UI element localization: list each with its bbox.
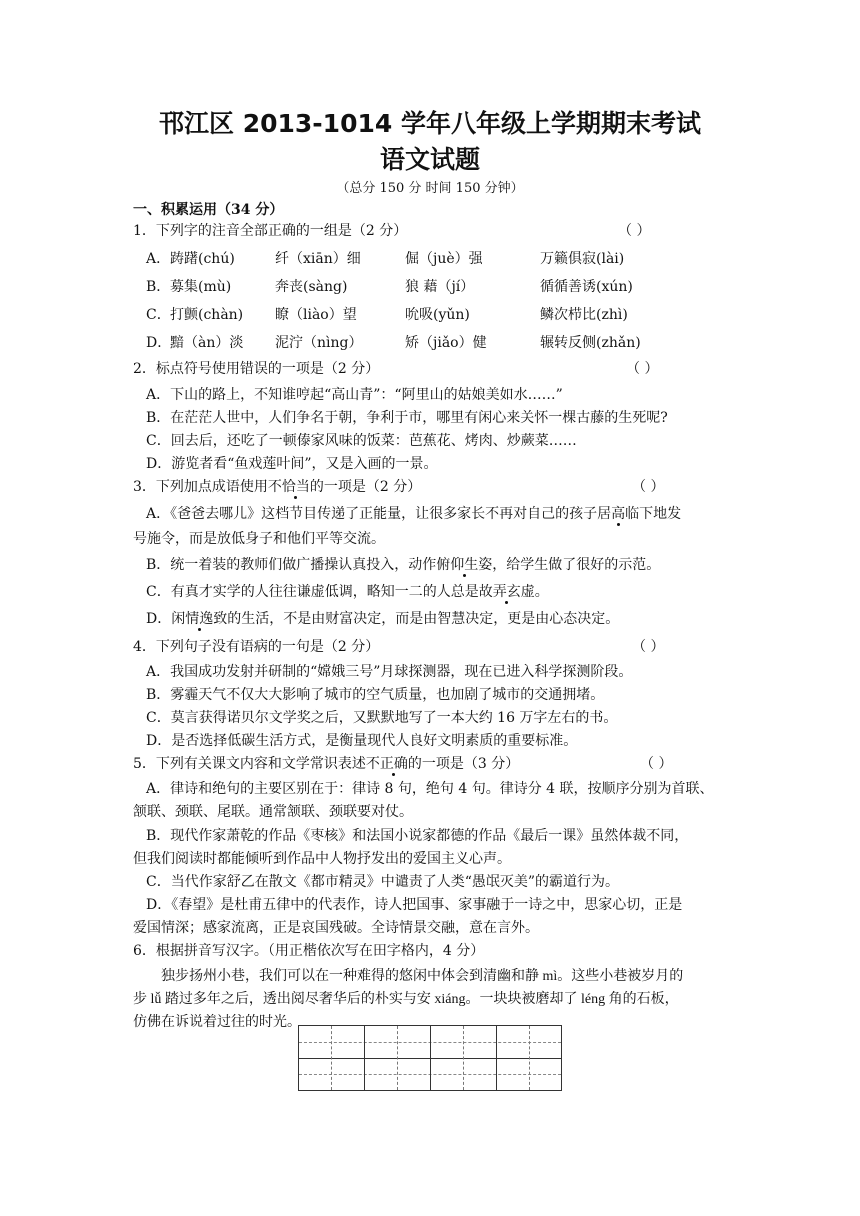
score-time-info: （总分 150 分 时间 150 分钟） (336, 181, 524, 196)
dotted-idiom: 俯仰生姿 (436, 557, 493, 573)
option-text: B．统一着装的教师们做广播操认真投入，动作 (146, 557, 437, 573)
question-3-emphasis: 恰当 (281, 479, 310, 495)
question-5-option-c: C．当代作家舒乙在散文《都市精灵》中谴责了人类“愚氓灭美”的霸道行为。 (146, 874, 620, 890)
question-2-option-b: B．在茫茫人世中，人们争名于朝，争利于市，哪里有闲心来关怀一棵古藤的生死呢? (146, 410, 668, 426)
question-5-option-b-line1: B．现代作家萧乾的作品《枣核》和法国小说家都德的作品《最后一课》虽然体裁不同， (146, 828, 689, 844)
exam-subject-title: 语文试题 (379, 145, 480, 174)
grid-col-divider (364, 1026, 365, 1090)
dotted-idiom: 闲情逸致 (171, 611, 228, 627)
question-1-option-item: 打颤(chàn) (170, 307, 244, 323)
question-3-option-a-line1 (146, 503, 681, 523)
question-6-stem: 6．根据拼音写汉字。（用正楷依次写在田字格内，4 分） (133, 943, 485, 959)
question-4-option-a: A．我国成功发射并研制的“嫦娥三号”月球探测器，现在已进入科学探测阶段。 (146, 664, 633, 680)
question-1-option-item: 倔（juè）强 (405, 251, 483, 267)
question-1-option-item: 奔丧(sàng) (275, 279, 348, 295)
question-5-option-d-line2: 爱国情深；感家流离，正是哀国残破。全诗情景交融，意在言外。 (133, 920, 539, 936)
tianzige-answer-grid[interactable] (298, 1025, 562, 1091)
question-1-option-item: 踌躇(chú) (170, 251, 235, 267)
grid-guide-line (397, 1026, 398, 1090)
question-3-text-pre: 3．下列加点成语使用不 (133, 479, 282, 495)
question-1-option-item: 募集(mù) (170, 279, 232, 295)
grid-guide-line (331, 1026, 332, 1090)
question-3-answer-blank: （ ） (632, 479, 665, 495)
question-4-option-b: B．雾霾天气不仅大大影响了城市的空气质量，也加剧了城市的交通拥堵。 (146, 687, 605, 703)
option-text: 下地发 (639, 506, 682, 522)
question-1-stem (133, 220, 407, 240)
question-2-option-c: C．回去后，还吃了一顿傣家风味的饭菜：芭蕉花、烤肉、炒蕨菜…… (146, 433, 577, 449)
question-1-option-item: 泥泞（nìng） (275, 335, 363, 351)
question-1-answer-blank: （ ） (618, 223, 651, 239)
grid-col-divider (496, 1026, 497, 1090)
option-text: 的生活，不是由财富决定，而是由智慧决定，更是由心态决定。 (227, 611, 620, 627)
section-heading: 一、积累运用（34 分） (133, 202, 284, 218)
grid-col-divider (430, 1026, 431, 1090)
question-2-option-d: D．游览者看“鱼戏莲叶间”，又是入画的一景。 (146, 456, 438, 472)
question-1-option-label: D． (146, 335, 172, 351)
grid-guide-line (463, 1026, 464, 1090)
question-5-option-a-line2: 颔联、颈联、尾联。通常颔联、颈联要对仗。 (133, 804, 413, 820)
question-2-stem: 2．标点符号使用错误的一项是（2 分） (133, 361, 380, 377)
question-1-option-item: 狼 藉（jí） (405, 279, 475, 295)
question-6-passage-line2: 步 lǚ 踏过多年之后，透出阅尽奢华后的朴实与安 xiáng。一块块被磨却了 léng 角的石板， (133, 992, 679, 1007)
question-1-option-item: 瞭（liào）望 (275, 307, 357, 323)
question-1-option-item: 辗转反侧(zhǎn) (540, 335, 641, 351)
question-5-emphasis: 正确 (379, 756, 408, 772)
question-1-option-item: 鳞次栉比(zhì) (540, 307, 628, 323)
question-1-option-item: 吮吸(yǔn) (405, 307, 470, 323)
question-1-option-item: 黯（àn）淡 (170, 335, 244, 351)
option-text: ，给学生做了很好的示范。 (492, 557, 661, 573)
dotted-idiom: 居高临 (597, 506, 640, 522)
question-1-option-item: 万籁俱寂(lài) (540, 251, 625, 267)
question-5-option-d-line1: D．《春望》是杜甫五律中的代表作，诗人把国事、家事融于一诗之中，思家心切，正是 (146, 897, 683, 913)
question-1-option-item: 纤（xiān）细 (275, 251, 361, 267)
question-1-option-label: B． (146, 279, 171, 295)
option-text: D． (146, 611, 172, 627)
question-5-option-a-line1: A．律诗和绝句的主要区别在于：律诗 8 句，绝句 4 句。律诗分 4 联，按顺序分别为首联、 (146, 781, 714, 797)
exam-title: 邗江区 2013-1014 学年八年级上学期期末考试 (159, 109, 701, 138)
question-5-answer-blank: （ ） (640, 756, 673, 772)
question-3-stem (133, 476, 421, 496)
question-1-option-label: A． (146, 251, 171, 267)
option-text: C．有真才实学的人往往谦虚低调，略知一二的人总是 (146, 584, 479, 600)
question-4-stem: 4．下列句子没有语病的一句是（2 分） (133, 639, 380, 655)
question-4-option-c: C．莫言获得诺贝尔文学奖之后，又默默地写了一本大约 16 万字左右的书。 (146, 710, 618, 726)
question-3-text-post: 的一项是（2 分） (309, 479, 422, 495)
option-text: 。 (534, 584, 549, 600)
question-3-option-a-line2: 号施令，而是放低身子和他们平等交流。 (133, 531, 385, 547)
question-6-passage-line3: 仿佛在诉说着过往的时光。 (133, 1015, 301, 1030)
question-5-option-b-line2: 但我们阅读时都能倾听到作品中人物抒发出的爱国主义心声。 (133, 851, 511, 867)
question-4-answer-blank: （ ） (632, 639, 665, 655)
option-text: A．《爸爸去哪儿》这档节目传递了正能量，让很多家长不再对自己的孩子 (146, 506, 598, 522)
question-5-text-post: 的一项是（3 分） (407, 756, 520, 772)
question-5-stem (133, 753, 519, 773)
question-5-text-pre: 5．下列有关课文内容和文学常识表述不 (133, 756, 380, 772)
question-3-option-c (146, 581, 549, 601)
question-1-text: 1．下列字的注音全部正确的一组是（2 分） (133, 223, 408, 239)
dotted-idiom: 故弄玄虚 (478, 584, 535, 600)
question-2-answer-blank: （ ） (626, 361, 659, 377)
question-2-option-a: A．下山的路上，不知谁哼起“高山青”：“阿里山的姑娘美如水……” (146, 387, 563, 403)
question-4-option-d: D．是否选择低碳生活方式，是衡量现代人良好文明素质的重要标准。 (146, 733, 578, 749)
question-3-option-d (146, 608, 619, 628)
question-6-passage-line1: 独步扬州小巷，我们可以在一种难得的悠闲中体会到清幽和静 mì。这些小巷被岁月的 (161, 969, 684, 984)
question-1-option-item: 循循善诱(xún) (540, 279, 633, 295)
question-3-option-b (146, 554, 660, 574)
grid-guide-line (529, 1026, 530, 1090)
question-1-option-item: 矫（jiǎo）健 (405, 335, 487, 351)
question-1-option-label: C． (146, 307, 171, 323)
